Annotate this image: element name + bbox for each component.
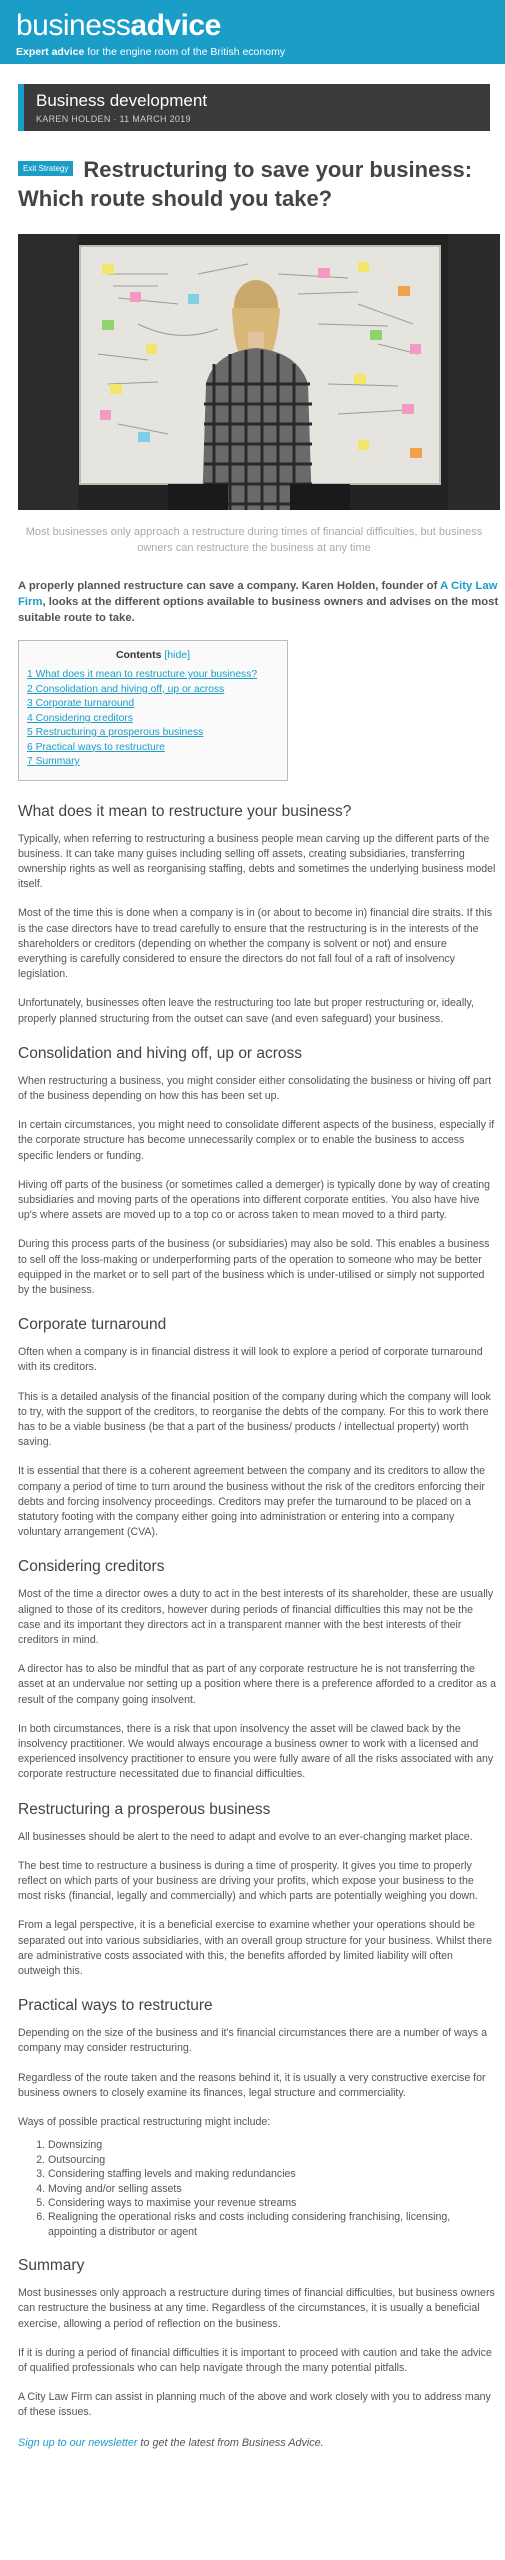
paragraph: If it is during a period of financial difficulties it is important to proceed with caution and take the advice of qualified professionals who can help navigate through the many potential pitfalls. [18,2346,492,2374]
paragraph: This is a detailed analysis of the financial position of the company during which the company will look to try, with the support of the creditors, to reorganise the debts of the company. For this to work there has to be a viable business (be that a part of the business/ products / intellectual property) worth saving. [18,1390,491,1449]
paragraph: A City Law Firm can assist in planning much of the above and work closely with you to address many of these issues. [18,2391,491,2419]
toc-link[interactable]: 3 Corporate turnaround [27,698,135,709]
toc-link[interactable]: 2 Consolidation and hiving off, up or across [27,683,225,695]
paragraph: It is essential that there is a coherent agreement between the company and its creditors to allow the company a period of time to turn around the business without the risk of the creditors enforcing their debts and forcing insolvency proceedings. Creditors may prefer the turnaround to be placed on a statutory footing with the company either going into administration or entering into a company voluntary arrangement (CVA). [18,1465,485,1539]
toc-link[interactable]: 6 Practical ways to restructure [27,741,165,753]
section-heading: Corporate turnaround [18,1316,167,1334]
paragraph: Most of the time this is done when a company is in (or about to become in) financial dire straits. If this is the case directors have to tread carefully to ensure that the restructuring is in the interests of the shareholders or creditors (depending on whether the company is solvent or not) and ensure everything is carefully considered to ensure the directors do not fall foul of a raft of insolvency legislation. [18,907,492,981]
whiteboard-scene-illustration [18,234,500,510]
site-header [0,0,505,64]
toc-title [27,649,279,661]
list-item: 6. Realigning the operational risks and costs including considering franchising, licensing, appointing a distributor or agent [48,2210,498,2239]
paragraph: When restructuring a business, you might consider either consolidating the business or hiving off part of the business depending on how this has been set up. [18,1074,492,1102]
paragraph: The best time to restructure a business is during a time of prosperity. It gives you time to properly reflect on which parts of your business are driving your profits, which expose your business to the most risks (financial, legally and commercially) and which parts are potentially weighing you down. [18,1859,478,1903]
intro-text-2: , looks at the different options available to business owners and advises on the most suitable route to take. [18,596,499,624]
tagline-bold: Expert advice [16,46,85,58]
paragraph: Typically, when referring to restructuring a business people mean carving up the different parts of the business. It can take many guises including selling off assets, creating subsidiaries, transferring ownership rights as well as reorganising staffing, debts and sometimes the underlying business model itself. [18,832,496,891]
article-intro [18,578,500,626]
logo-light: business [16,9,131,42]
section-heading: Summary [18,2257,85,2275]
paragraph: Regardless of the route taken and the reasons behind it, it is usually a very constructive exercise for business owners to closely examine its finances, legal structure and commerciality. [18,2071,486,2099]
intro-text-1: A properly planned restructure can save a company. Karen Holden, founder of [18,580,441,592]
paragraph: Ways of possible practical restructuring might include: [18,2116,271,2129]
category-tag[interactable]: Exit Strategy [18,161,73,176]
toc-link[interactable]: 1 What does it mean to restructure your business? [27,669,258,680]
paragraph: All businesses should be alert to the need to adapt and evolve to an ever-changing market place. [18,1830,473,1843]
city-law-firm-link[interactable]: A City Law Firm [18,580,498,608]
article-title: Restructuring to save your business: Which route should you take? [18,157,473,211]
paragraph: During this process parts of the business (or subsidiaries) may also be sold. This enables a business to sell off the loss-making or underperforming parts of the operation to someone who may be better equipped in the market or to sell part of the business which is under-utilised or simply not supported by the business. [18,1238,490,1296]
toc-heading: Contents [115,649,162,661]
article-header [18,155,490,213]
paragraph: Often when a company is in financial distress it will look to explore a period of corporate turnaround with its creditors. [18,1346,483,1374]
list-item: 3. Considering staffing levels and making redundancies [48,2167,498,2181]
hero-image [18,234,500,510]
category-title[interactable]: Business development [36,91,208,110]
section-heading: Considering creditors [18,1558,165,1576]
newsletter-signup [18,2435,498,2451]
site-logo[interactable] [16,10,505,42]
list-item: 5. Considering ways to maximise your revenue streams [48,2196,498,2210]
toc-link[interactable]: 4 Considering creditors [27,712,133,724]
paragraph: Most of the time a director owes a duty to act in the best interests of its shareholder, these are usually aligned to those of its creditors, however during periods of financial difficulties this may not be the case and its important they directors act in a transparent manner with the best interests of their creditors in mind. [18,1588,494,1647]
paragraph: In certain circumstances, you might need to consolidate different aspects of the business, especially if the corporate structure has become unnecessarily complex or to enable the business to access specific lenders or funding. [18,1119,495,1162]
logo-bold: advice [130,9,221,42]
toc-hide-toggle[interactable]: [hide] [164,649,191,661]
section-heading: Consolidation and hiving off, up or across [18,1044,303,1062]
paragraph: In both circumstances, there is a risk that upon insolvency the asset will be clawed back by the insolvency practitioner. We would always encourage a business owner to work with a licensed and experienced insolvency practitioner to ensure you were fully aware of all the risks associated with any corporate restructure necessitated due to financial difficulties. [18,1722,494,1781]
newsletter-text: to get the latest from Business Advice. [137,2436,324,2449]
article-body [18,801,498,2451]
section-heading: Restructuring a prosperous business [18,1800,271,1818]
table-of-contents [18,640,288,781]
publish-date: 11 MARCH 2019 [119,114,191,124]
author-name[interactable]: KAREN HOLDEN [36,114,111,124]
category-bar [18,84,490,131]
section-heading: Practical ways to restructure [18,1997,213,2015]
paragraph: A director has to also be mindful that as part of any corporate restructure he is not transferring the asset at an undervalue nor setting up a position where there is a preference afforded to a creditor as a result of the company going insolvent. [18,1663,496,1706]
section-heading: What does it mean to restructure your business? [18,802,352,820]
toc-link[interactable]: 5 Restructuring a prosperous business [27,727,204,738]
newsletter-link[interactable]: Sign up to our newsletter [18,2436,138,2449]
paragraph: Most businesses only approach a restructure during times of financial difficulties, but business owners can restructure the business at any time. Regardless of the circumstances, it is usually a beneficial exercise, allowing a period of reflection on the business. [18,2287,495,2330]
byline [36,114,478,124]
restructuring-list [48,2138,498,2239]
tagline-rest: for the engine room of the British economy [84,46,286,58]
paragraph: Hiving off parts of the business (or sometimes called a demerger) is typically done by way of creating subsidiaries and moving parts of the operations into different corporate entities. You also have hive up's where assets are moved up to a top co or across taken to mean moved to a third party. [18,1178,491,1222]
image-caption: Most businesses only approach a restructure during times of financial difficulties, but business owners can restructure the business at any time [25,526,483,554]
list-item: 2. Outsourcing [48,2153,498,2167]
list-item: 1. Downsizing [48,2138,498,2152]
byline-separator: · [110,114,120,124]
list-item: 4. Moving and/or selling assets [48,2182,498,2196]
paragraph: Unfortunately, businesses often leave the restructuring too late but proper restructuring or, ideally, properly planned structuring from the outset can save (and even safeguard) your business. [18,997,474,1025]
toc-link[interactable]: 7 Summary [27,756,80,767]
paragraph: From a legal perspective, it is a beneficial exercise to examine whether your operations should be separated out into various subsidiaries, with an overall group structure for your business. Whilst there are administrative costs associated with this, the benefits afforded by limited liability will often outweigh this. [18,1919,493,1978]
toc-list [27,668,279,770]
paragraph: Depending on the size of the business and it's financial circumstances there are a number of ways a company may consider restructuring. [18,2027,487,2055]
site-tagline [16,46,505,58]
